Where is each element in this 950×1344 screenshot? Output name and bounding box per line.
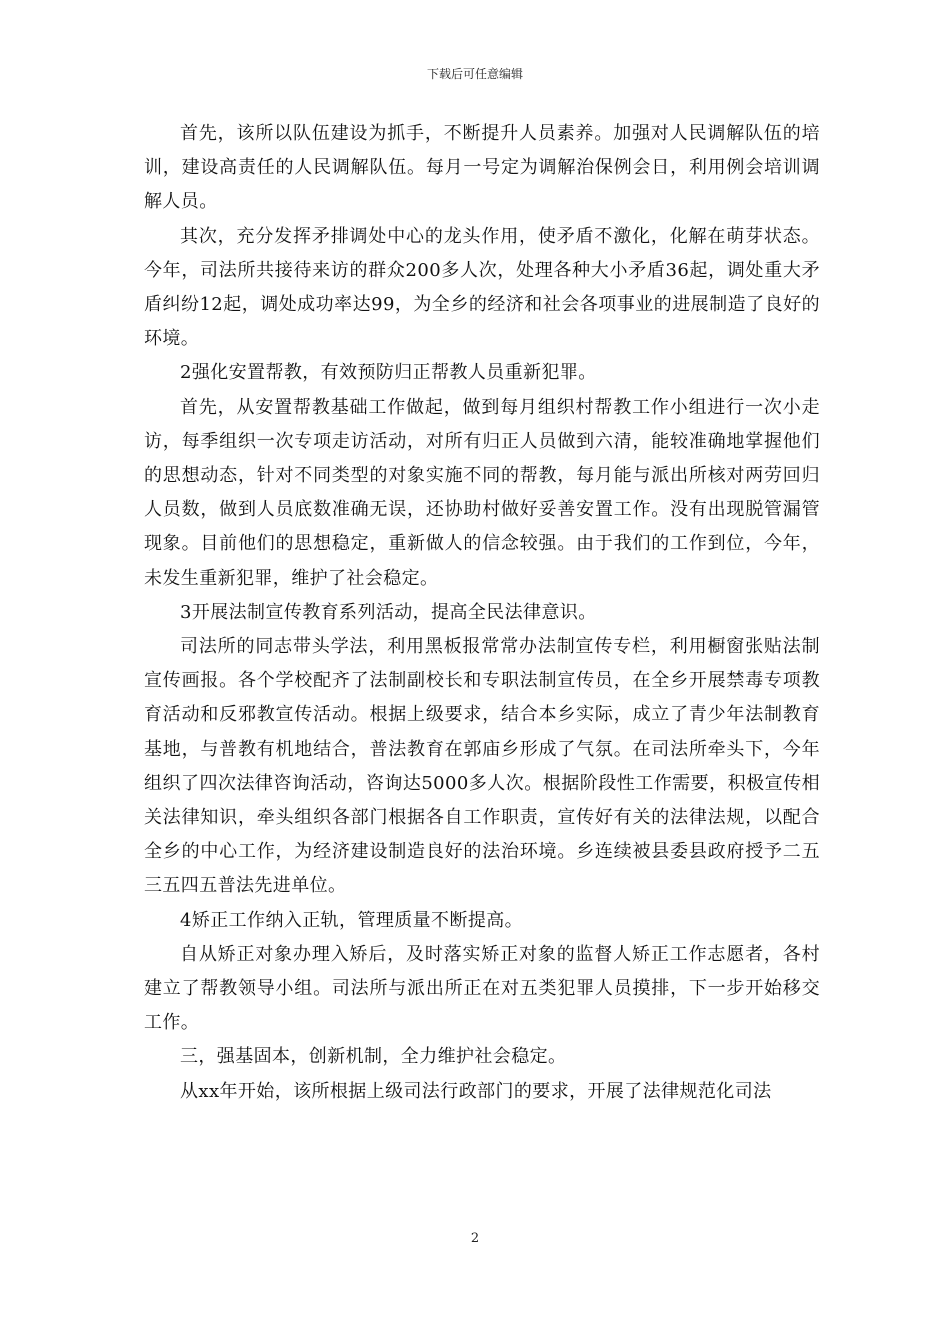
paragraph: 首先，该所以队伍建设为抓手，不断提升人员素养。加强对人民调解队伍的培训，建设高责任的人民调解队伍。每月一号定为调解治保例会日，利用例会培训调解人员。 [144,123,820,213]
paragraph: 自从矫正对象办理入矫后，及时落实矫正对象的监督人矫正工作志愿者，各村建立了帮教领导小组。司法所与派出所正在对五类犯罪人员摸排，下一步开始移交工作。 [144,943,820,1034]
section-heading: 4矫正工作纳入正轨，管理质量不断提高。 [180,909,524,931]
paragraph: 从xx年开始，该所根据上级司法行政部门的要求，开展了法律规范化司法 [180,1080,772,1102]
section-heading: 三，强基固本，创新机制，全力维护社会稳定。 [180,1046,567,1068]
section-heading: 3开展法制宣传教育系列活动，提高全民法律意识。 [180,601,597,623]
paragraph: 其次，充分发挥矛排调处中心的龙头作用，使矛盾不激化，化解在萌芽状态。今年，司法所共接待来访的群众200多人次，处理各种大小矛盾36起，调处重大矛盾纠纷12起，调处成功率达99，为全乡的经济和社会各项事业的进展制造了良好的环境。 [144,225,820,350]
paragraph: 首先，从安置帮教基础工作做起，做到每月组织村帮教工作小组进行一次小走访，每季组织一次专项走访活动，对所有归正人员做到六清，能较准确地掌握他们的思想动态，针对不同类型的对象实施不同的帮教，每月能与派出所核对两劳回归人员数，做到人员底数准确无误，还协助村做好妥善安置工作。没有出现脱管漏管现象。目前他们的思想稳定，重新做人的信念较强。由于我们的工作到位，今年，未发生重新犯罪，维护了社会稳定。 [144,396,820,589]
page-header: 下载后可任意编辑 [426,67,523,81]
document-body [144,117,820,1109]
paragraph: 司法所的同志带头学法，利用黑板报常常办法制宣传专栏，利用橱窗张贴法制宣传画报。各个学校配齐了法制副校长和专职法制宣传员，在全乡开展禁毒专项教育活动和反邪教宣传活动。根据上级要求，结合本乡实际，成立了青少年法制教育基地，与普教有机地结合，普法教育在郭庙乡形成了气氛。在司法所牵头下，今年组织了四次法律咨询活动，咨询达5000多人次。根据阶段性工作需要，积极宣传相关法律知识，牵头组织各部门根据各自工作职责，宣传好有关的法律法规，以配合全乡的中心工作，为经济建设制造良好的法治环境。乡连续被县委县政府授予二五三五四五普法先进单位。 [144,636,820,897]
section-heading: 2强化安置帮教，有效预防归正帮教人员重新犯罪。 [180,362,597,384]
page-number: 2 [470,1231,480,1246]
